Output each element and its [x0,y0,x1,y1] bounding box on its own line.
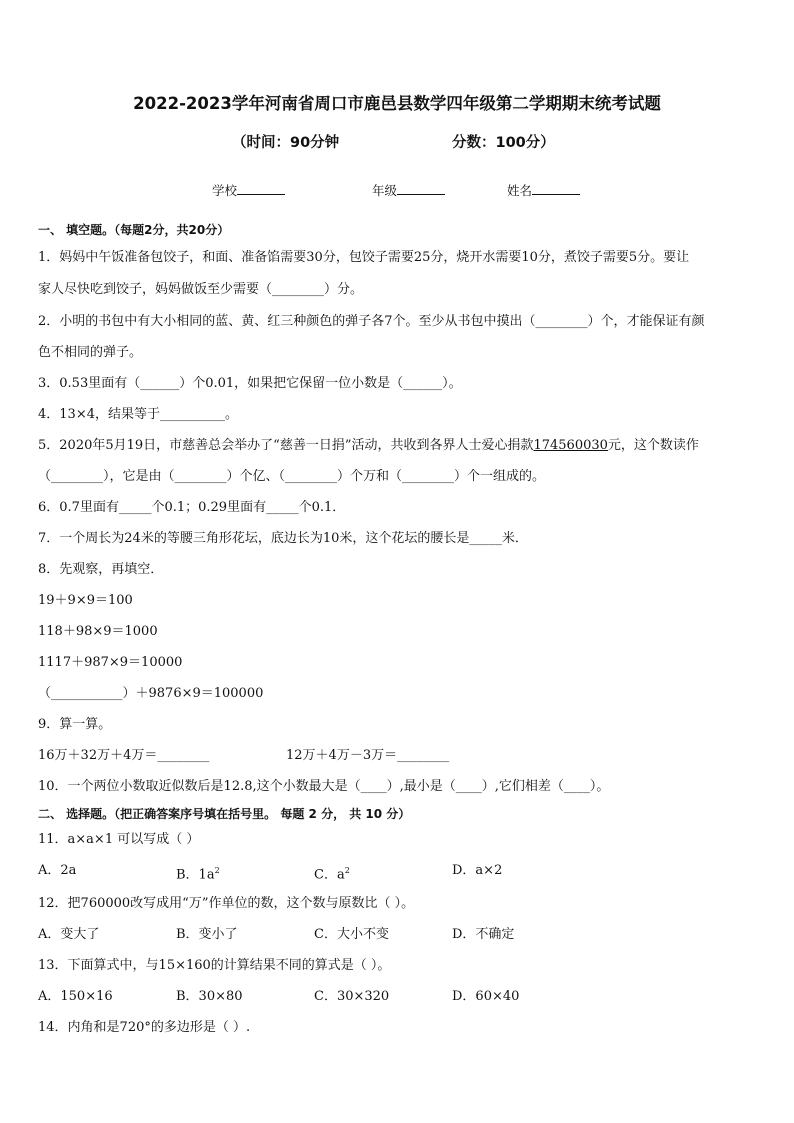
q12-option-a: A．变大了 [38,927,100,942]
q13-option-a: A．150×16 [38,989,113,1004]
name-label: 姓名 [507,183,533,198]
grade-label: 年级 [372,183,398,198]
question-11: 11．a×a×1 可以写成（ ） [38,832,200,847]
question-9-title: 9．算一算。 [38,717,112,732]
question-2-line2: 色不相同的弹子。 [38,345,143,360]
q13-option-b: B．30×80 [176,989,243,1004]
exam-time: （时间：90分钟 [232,135,340,151]
question-7: 7．一个周长为24米的等腰三角形花坛，底边长为10米，这个花坛的腰长是_____米． [38,531,528,546]
q11-option-a: A．2a [38,863,77,878]
question-2-line1: 2．小明的书包中有大小相同的蓝、黄、红三种颜色的弹子各7个。至少从书包中摸出（________）个，才能保证有颜 [38,314,705,329]
q11-option-c [314,863,350,883]
q5-text-a: 5．2020年5月19日，市慈善总会举办了“慈善一日捐”活动，共收到各界人士爱心捐款 [38,438,534,453]
question-3: 3．0.53里面有（______）个0.01，如果把它保留一位小数是（______）。 [38,376,462,391]
q11-c-text: C．a [314,867,345,883]
question-8-eq4: （___________）＋9876×9＝100000 [38,686,264,701]
question-1-line1: 1．妈妈中午饭准备包饺子，和面、准备馅需要30分，包饺子需要25分，烧开水需要10分，煮饺子需要5分。要让 [38,250,690,265]
q13-option-c: C．30×320 [314,989,390,1004]
school-field [212,181,285,199]
question-1-line2: 家人尽快吃到饺子，妈妈做饭至少需要（________）分。 [38,282,364,297]
q13-option-d: D．60×40 [452,989,520,1004]
school-blank [237,181,285,195]
question-8-eq2: 118＋98×9＝1000 [38,624,158,639]
q11-option-d: D．a×2 [452,863,503,878]
question-4: 4．13×4，结果等于__________。 [38,407,238,422]
section-1-title: 一、 填空题。（每题2分，共20分） [38,223,230,237]
q12-option-b: B．变小了 [176,927,238,942]
question-14: 14．内角和是720°的多边形是（ ）. [38,1020,251,1035]
question-8-eq3: 1117＋987×9＝10000 [38,655,183,670]
question-9-eq1: 16万＋32万＋4万＝________ [38,748,210,763]
question-8-eq1: 19＋9×9＝100 [38,593,133,608]
section-2-title: 二、 选择题。（把正确答案序号填在括号里。 每题 2 分， 共 10 分） [38,807,411,821]
question-13: 13．下面算式中，与15×160的计算结果不同的算式是（ ）。 [38,958,391,973]
q12-option-c: C．大小不变 [314,927,389,942]
question-5-line2: （________），它是由（________）个亿、（________）个万和（________）个一组成的。 [38,469,546,484]
exam-score: 分数：100分） [452,135,555,151]
exam-title: 2022-2023学年河南省周口市鹿邑县数学四年级第二学期期末统考试题 [133,94,661,113]
name-blank [532,181,580,195]
question-5-line1 [38,438,699,454]
grade-field [372,181,445,199]
question-9-eq2: 12万＋4万－3万＝________ [286,748,450,763]
q11-option-b [176,863,220,883]
question-8-title: 8．先观察，再填空． [38,562,164,577]
name-field [507,181,580,199]
school-label: 学校 [212,183,238,198]
grade-blank [397,181,445,195]
q11-c-exp: 2 [344,866,350,875]
q5-amount: 174560030 [533,438,608,453]
q11-b-text: B．1a [176,867,215,883]
question-10: 10．一个两位小数取近似数后是12.8,这个小数最大是（____）,最小是（____）,它们相差（____）。 [38,779,610,794]
q11-b-exp: 2 [214,866,220,875]
question-6: 6．0.7里面有_____个0.1；0.29里面有_____个0.1． [38,500,346,515]
q12-option-d: D．不确定 [452,927,515,942]
q5-text-b: 元，这个数读作 [607,438,699,453]
question-12: 12．把760000改写成用“万”作单位的数，这个数与原数比（ ）。 [38,896,415,911]
